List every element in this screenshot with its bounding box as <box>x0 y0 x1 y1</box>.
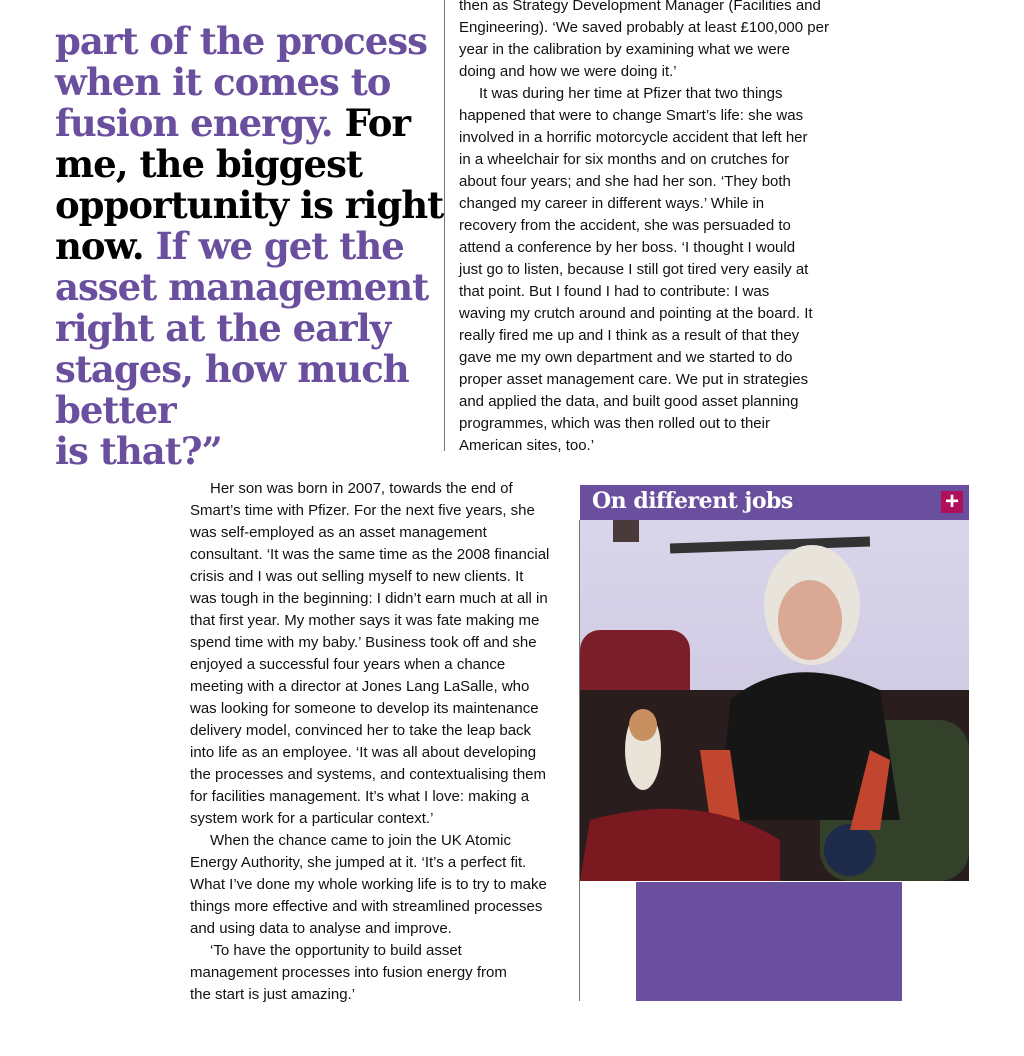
text-line: the start is just amazing.’ <box>190 986 356 1003</box>
portrait-photo <box>580 520 969 881</box>
plus-icon[interactable]: + <box>941 491 963 513</box>
quote-line: part of the process <box>55 19 427 63</box>
text-line: When the chance came to join the UK Atomic <box>210 832 511 849</box>
text-line: spend time with my baby.’ Business took off and she <box>190 634 537 651</box>
text-line: recovery from the accident, she was persuaded to <box>459 217 791 234</box>
quote-line: when it comes to <box>55 60 391 104</box>
text-line: proper asset management care. We put in strategies <box>459 371 809 388</box>
sidebar-box <box>580 485 969 881</box>
text-line: then as Strategy Development Manager (Facilities and <box>459 0 821 14</box>
text-line: delivery model, convinced her to take the leap back <box>190 722 532 739</box>
body-column-bottom <box>190 478 570 1006</box>
quote-line: is that?” <box>55 429 222 473</box>
quote-line: stages, how much <box>55 347 409 391</box>
text-line: was looking for someone to develop its maintenance <box>190 700 539 717</box>
text-line: Her son was born in 2007, towards the end of <box>210 480 513 497</box>
text-line: in a wheelchair for six months and on crutches for <box>459 151 790 168</box>
sidebar-header <box>580 485 969 520</box>
text-line: ‘To have the opportunity to build asset <box>210 942 462 959</box>
column-divider <box>444 0 445 451</box>
body-column-top <box>459 0 849 457</box>
text-line: and applied the data, and built good asset planning <box>459 393 799 410</box>
quote-fragment: fusion energy. <box>55 101 345 145</box>
portrait-illustration <box>580 520 969 881</box>
quote-line: me, the biggest <box>55 142 362 186</box>
text-line: Smart’s time with Pfizer. For the next five years, she <box>190 502 535 519</box>
text-line: about four years; and she had her son. ‘They both <box>459 173 791 190</box>
text-line: that first year. My mother says it was fate making me <box>190 612 540 629</box>
quote-fragment: now. <box>55 224 156 268</box>
text-line: attend a conference by her boss. ‘I thought I would <box>459 239 796 256</box>
text-line: that point. But I found I had to contribute: I was <box>459 283 770 300</box>
text-line: management processes into fusion energy from <box>190 964 507 981</box>
text-line: was self-employed as an asset management <box>190 524 487 541</box>
text-line: waving my crutch around and pointing at the board. It <box>459 305 813 322</box>
text-line: meeting with a director at Jones Lang LaSalle, who <box>190 678 530 695</box>
text-line: involved in a horrific motorcycle accident that left her <box>459 129 808 146</box>
text-line: really fired me up and I think as a result of that they <box>459 327 800 344</box>
photo-divider <box>579 520 580 1001</box>
text-line: American sites, too.’ <box>459 437 595 454</box>
text-line: consultant. ‘It was the same time as the 2008 financial <box>190 546 550 563</box>
text-line: programmes, which was then rolled out to their <box>459 415 770 432</box>
text-line: year in the calibration by examining what we were <box>459 41 791 58</box>
text-line: for facilities management. It’s what I love: making a <box>190 788 530 805</box>
text-line: gave me my own department and we started to do <box>459 349 793 366</box>
decorative-purple-block <box>636 882 902 1001</box>
text-line: Energy Authority, she jumped at it. ‘It’s a perfect fit. <box>190 854 527 871</box>
text-line: into life as an employee. ‘It was all about developing <box>190 744 537 761</box>
text-line: just go to listen, because I still got tired very easily at <box>459 261 809 278</box>
text-line: and using data to analyse and improve. <box>190 920 452 937</box>
quote-fragment: If we get the <box>155 224 404 268</box>
text-line: It was during her time at Pfizer that two things <box>479 85 783 102</box>
text-line: system work for a particular context.’ <box>190 810 434 827</box>
pull-quote <box>55 0 445 472</box>
quote-line <box>55 226 445 267</box>
text-line: happened that were to change Smart’s life: she was <box>459 107 804 124</box>
text-line: Engineering). ‘We saved probably at least £100,000 per <box>459 19 829 36</box>
text-line: What I’ve done my whole working life is to try to make <box>190 876 547 893</box>
text-line: the processes and systems, and contextualising them <box>190 766 547 783</box>
quote-line <box>55 103 445 144</box>
quote-line: better <box>55 388 176 432</box>
quote-line: asset management <box>55 265 429 309</box>
text-line: crisis and I was out selling myself to new clients. It <box>190 568 524 585</box>
text-line: was tough in the beginning: I didn’t earn much at all in <box>190 590 548 607</box>
text-line: enjoyed a successful four years when a chance <box>190 656 506 673</box>
text-line: doing and how we were doing it.’ <box>459 63 677 80</box>
sidebar-title: On different jobs <box>592 488 793 514</box>
quote-fragment: For <box>344 101 410 145</box>
quote-line: opportunity is right <box>55 183 444 227</box>
text-line: things more effective and with streamlined processes <box>190 898 543 915</box>
text-line: changed my career in different ways.’ While in <box>459 195 765 212</box>
quote-line: right at the early <box>55 306 391 350</box>
